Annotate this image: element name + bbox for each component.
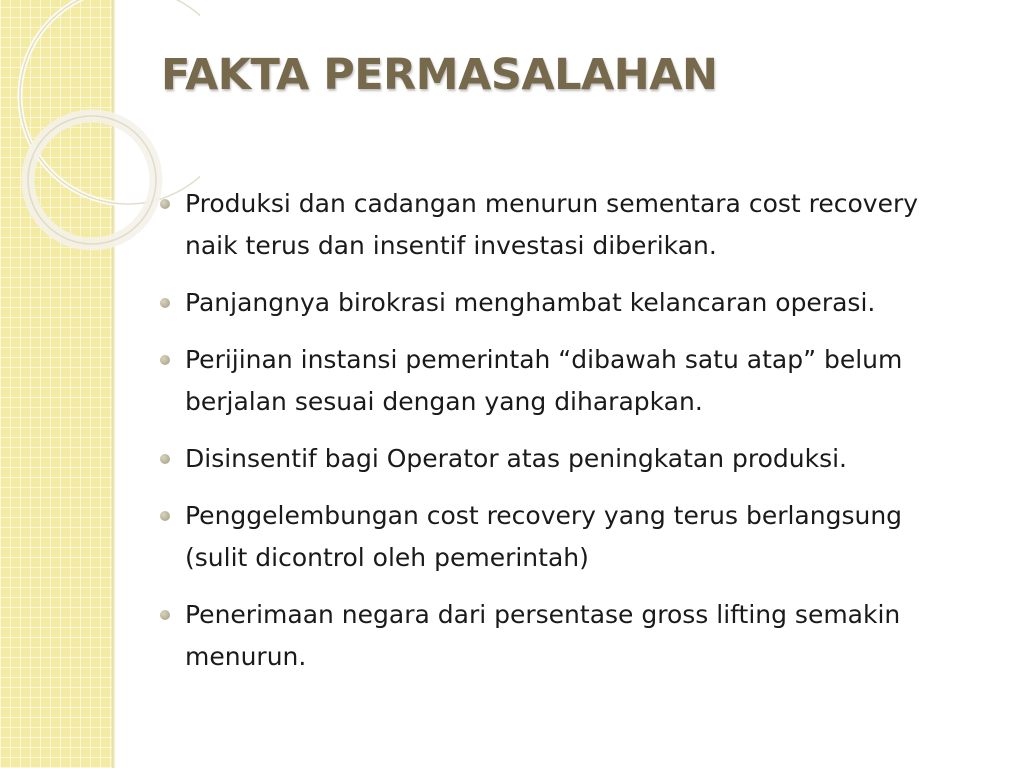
bullet-text: Penggelembungan cost recovery yang terus berlangsung (sulit dicontrol oleh pemerintah): [185, 501, 903, 572]
round-bullet-icon: [160, 298, 170, 308]
round-bullet-icon: [160, 199, 170, 209]
bullet-list: [160, 183, 960, 693]
bullet-text: Panjangnya birokrasi menghambat kelancaran operasi.: [185, 288, 876, 317]
bullet-item: [160, 594, 960, 678]
bullet-item: [160, 438, 960, 480]
round-bullet-icon: [160, 454, 170, 464]
round-bullet-icon: [160, 355, 170, 365]
round-bullet-icon: [160, 511, 170, 521]
bullet-item: [160, 183, 960, 267]
bullet-text: Perijinan instansi pemerintah “dibawah satu atap” belum berjalan sesuai dengan yang diharapkan.: [185, 345, 903, 416]
bullet-item: [160, 495, 960, 579]
bullet-text: Produksi dan cadangan menurun sementara cost recovery naik terus dan insentif investasi diberikan.: [185, 189, 919, 260]
bullet-item: [160, 339, 960, 423]
slide-title: FAKTA PERMASALAHAN: [161, 50, 718, 100]
bullet-item: [160, 282, 960, 324]
bullet-text: Penerimaan negara dari persentase gross lifting semakin menurun.: [185, 600, 901, 671]
round-bullet-icon: [160, 610, 170, 620]
bullet-text: Disinsentif bagi Operator atas peningkatan produksi.: [185, 444, 847, 473]
